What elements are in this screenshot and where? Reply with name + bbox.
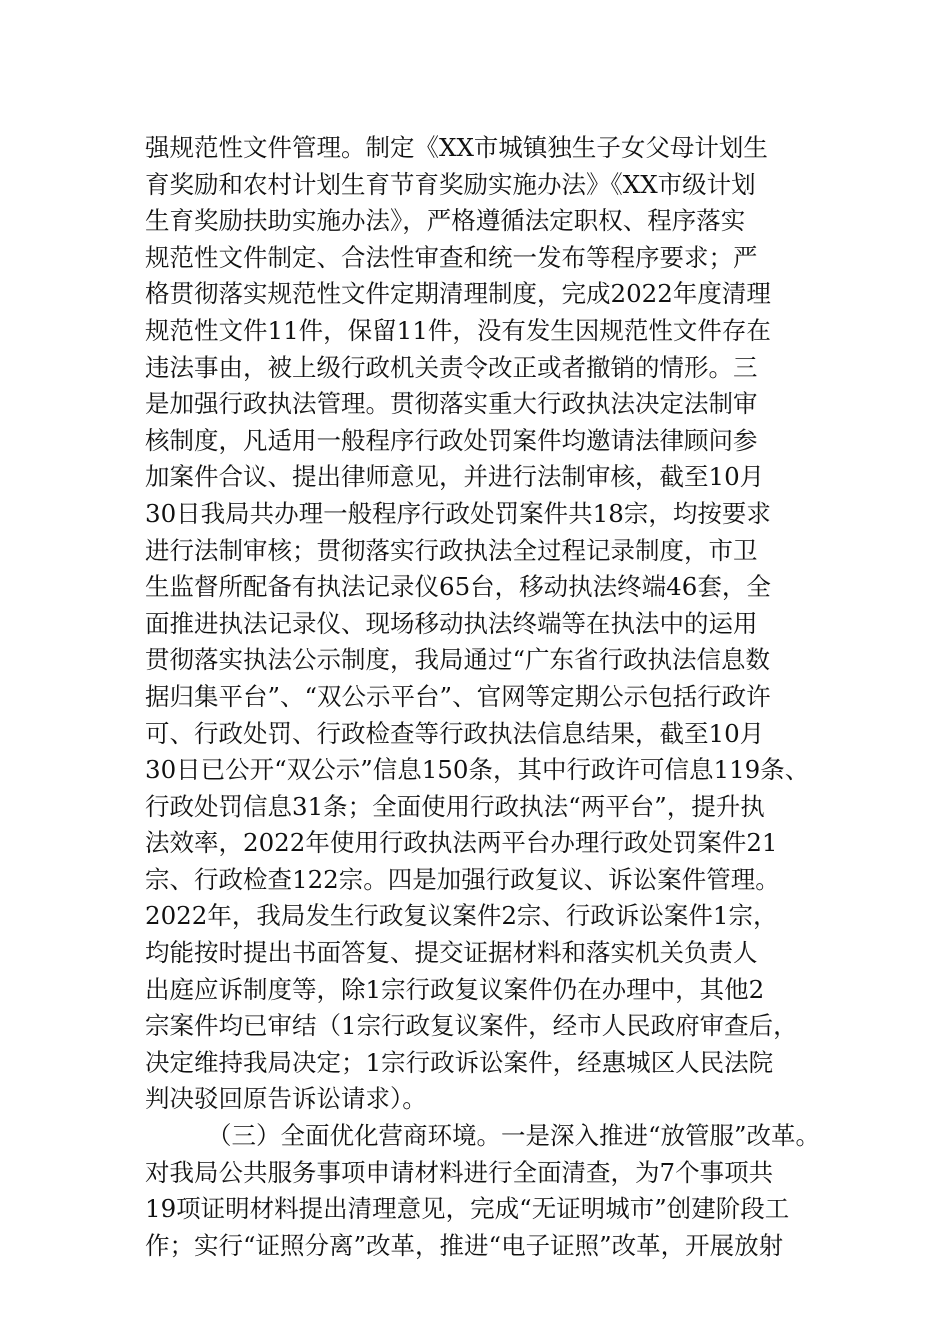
text-line: 进行法制审核；贯彻落实行政执法全过程记录制度，市卫 <box>145 535 758 565</box>
text-line: 育奖励和农村计划生育节育奖励实施办法》《XX市级计划 <box>145 169 756 199</box>
text-line: 均能按时提出书面答复、提交证据材料和落实机关负责人 <box>145 938 758 968</box>
text-line: 30日已公开“双公示”信息150条，其中行政许可信息119条、 <box>145 755 810 785</box>
text-line: 是加强行政执法管理。贯彻落实重大行政执法决定法制审 <box>145 389 758 419</box>
text-line: 格贯彻落实规范性文件定期清理制度，完成2022年度清理 <box>145 279 771 309</box>
text-line: 宗、行政检查122宗。四是加强行政复议、诉讼案件管理。 <box>145 864 780 894</box>
text-line: 生监督所配备有执法记录仪65台，移动执法终端46套，全 <box>145 572 771 602</box>
text-line: 规范性文件11件，保留11件，没有发生因规范性文件存在 <box>145 315 771 345</box>
text-line: 据归集平台”、“双公示平台”、官网等定期公示包括行政许 <box>145 681 771 711</box>
text-line: 核制度，凡适用一般程序行政处罚案件均邀请法律顾问参 <box>145 425 758 455</box>
text-line: 生育奖励扶助实施办法》，严格遵循法定职权、程序落实 <box>145 206 746 236</box>
section-heading-line: （三）全面优化营商环境。一是深入推进“放管服”改革。 <box>207 1121 821 1151</box>
text-line: 宗案件均已审结（1宗行政复议案件，经市人民政府审查后， <box>145 1011 798 1041</box>
text-line: 30日我局共办理一般程序行政处罚案件共18宗，均按要求 <box>145 498 771 528</box>
text-line: 贯彻落实执法公示制度，我局通过“广东省行政执法信息数 <box>145 645 771 675</box>
text-line: 可、行政处罚、行政检查等行政执法信息结果，截至10月 <box>145 718 765 748</box>
text-line: 判决驳回原告诉讼请求）。 <box>145 1084 427 1114</box>
text-line: 作；实行“证照分离”改革，推进“电子证照”改革，开展放射 <box>145 1230 784 1260</box>
text-line: 对我局公共服务事项申请材料进行全面清查，为7个事项共 <box>145 1157 774 1187</box>
text-line: 2022年，我局发生行政复议案件2宗、行政诉讼案件1宗， <box>145 901 778 931</box>
text-line: 面推进执法记录仪、现场移动执法终端等在执法中的运用 <box>145 608 758 638</box>
text-line: 19项证明材料提出清理意见，完成“无证明城市”创建阶段工 <box>145 1194 790 1224</box>
body-text <box>145 130 845 1264</box>
text-line: 法效率，2022年使用行政执法两平台办理行政处罚案件21 <box>145 828 778 858</box>
text-line: 行政处罚信息31条；全面使用行政执法“两平台”，提升执 <box>145 791 765 821</box>
text-line: 出庭应诉制度等，除1宗行政复议案件仍在办理中，其他2 <box>145 974 765 1004</box>
text-line: 决定维持我局决定；1宗行政诉讼案件，经惠城区人民法院 <box>145 1047 774 1077</box>
text-line: 强规范性文件管理。制定《XX市城镇独生子女父母计划生 <box>145 133 768 162</box>
text-line: 违法事由，被上级行政机关责令改正或者撤销的情形。三 <box>145 352 758 382</box>
text-line: 规范性文件制定、合法性审查和统一发布等程序要求；严 <box>145 242 758 272</box>
text-line: 加案件合议、提出律师意见，并进行法制审核，截至10月 <box>145 462 765 492</box>
